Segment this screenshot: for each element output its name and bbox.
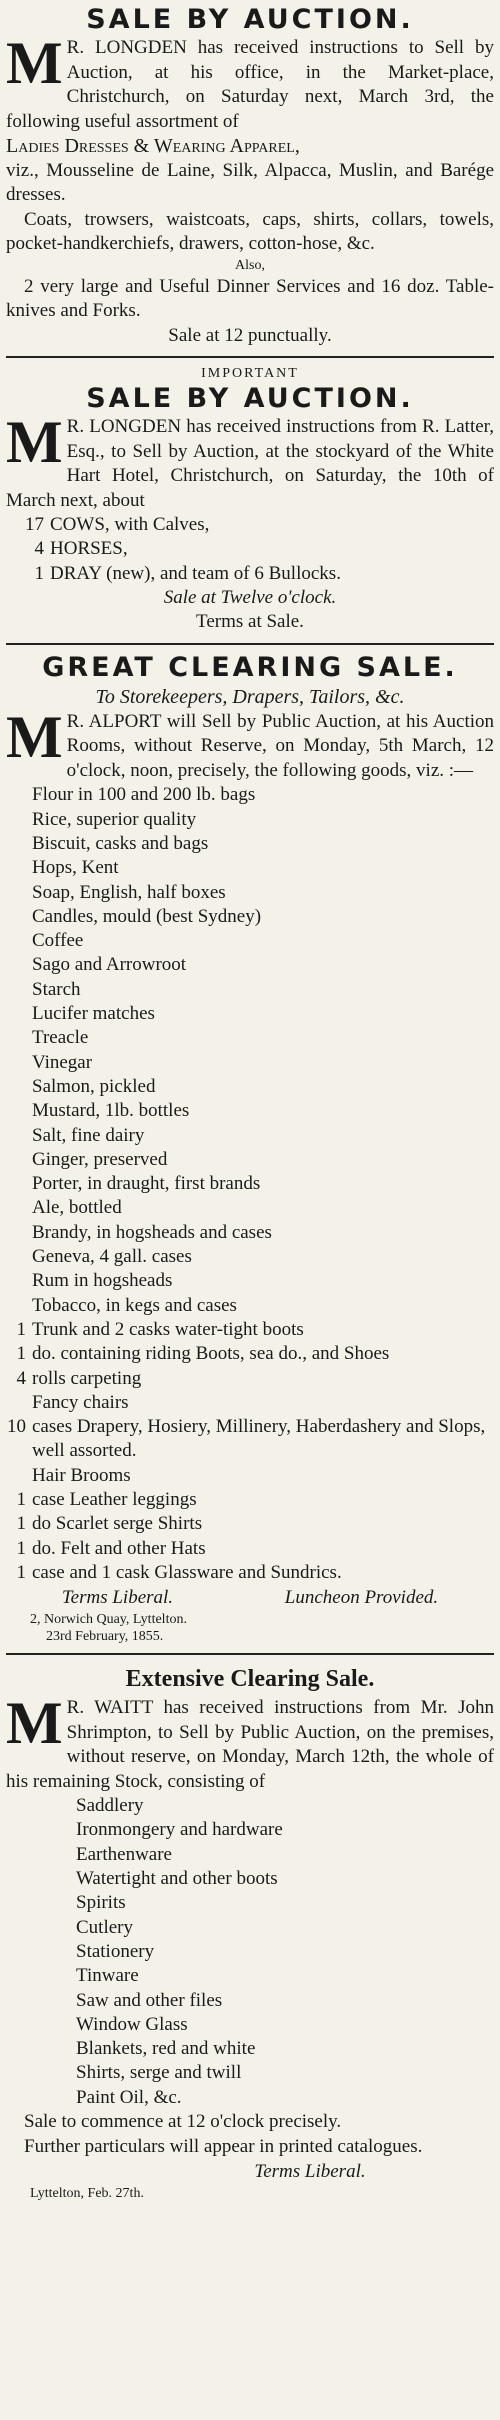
list-item: Flour in 100 and 200 lb. bags	[32, 784, 256, 806]
list-item: Coffee	[32, 930, 84, 952]
item-desc: rolls carpeting	[32, 1367, 142, 1389]
advert-longden-cattle	[6, 361, 494, 641]
list-item	[6, 537, 494, 561]
dinner-text: 2 very large and Useful Dinner Services and 16 doz. Table-knives and Forks.	[6, 275, 494, 321]
stock-list	[6, 1794, 494, 2110]
list-item	[6, 1318, 494, 1342]
list-item	[6, 1415, 494, 1464]
list-item	[6, 513, 494, 537]
list-item: Blankets, red and white	[76, 2038, 256, 2060]
list-item	[6, 1537, 494, 1561]
item-qty: 10	[7, 1416, 26, 1438]
advert-title: SALE BY AUCTION.	[86, 4, 414, 35]
list-item	[6, 1367, 494, 1391]
list-item: Sago and Arrowroot	[32, 954, 187, 976]
list-item	[6, 1561, 494, 1585]
divider	[6, 356, 494, 358]
item-qty: 1	[34, 562, 44, 584]
terms-row	[6, 1585, 494, 1611]
item-desc: case and 1 cask Glassware and Sundrics.	[32, 1561, 342, 1583]
advert-title: Extensive Clearing Sale.	[125, 1666, 375, 1693]
list-item: Rum in hogsheads	[32, 1270, 173, 1292]
item-qty: 1	[16, 1513, 26, 1535]
list-item	[6, 562, 494, 586]
item-qty: 4	[16, 1367, 26, 1389]
list-item: Treacle	[32, 1027, 89, 1049]
list-item: Biscuit, casks and bags	[32, 832, 209, 854]
drop-cap: M	[6, 409, 63, 475]
also-label: Also,	[235, 257, 265, 273]
list-item: Watertight and other boots	[76, 1868, 278, 1890]
list-item: Spirits	[76, 1892, 126, 1914]
list-item: Shirts, serge and twill	[76, 2062, 242, 2084]
item-qty: 1	[16, 1561, 26, 1583]
item-desc: Trunk and 2 casks water-tight boots	[32, 1318, 304, 1340]
item-qty: 1	[16, 1343, 26, 1365]
advert-body: R. WAITT has received instructions from Mr. John Shrimpton, to Sell by Public Auction, on the premises, without reserve, on Monday, March 12th, the whole of his remaining Stock, consisting of	[6, 1697, 494, 1792]
goods-heading: Ladies Dresses & Wearing Apparel,	[6, 135, 300, 157]
list-item: Vinegar	[32, 1051, 93, 1073]
list-item: Stationery	[76, 1940, 155, 1962]
drop-cap: M	[6, 30, 63, 96]
item-qty: 1	[16, 1318, 26, 1340]
terms: Terms Liberal.	[254, 2161, 366, 2183]
list-item: Cutlery	[76, 1916, 133, 1938]
list-item: Ginger, preserved	[32, 1148, 168, 1170]
list-item: Tinware	[76, 1965, 139, 1987]
divider	[6, 1653, 494, 1655]
advert-body: R. ALPORT will Sell by Public Auction, at his Auction Rooms, without Reserve, on Monday, 5th March, 12 o'clock, noon, precisely, the following goods, viz. :—	[66, 710, 494, 781]
terms: Terms Liberal.	[61, 1587, 174, 1609]
advert-subtitle: To Storekeepers, Drapers, Tailors, &c.	[95, 685, 405, 708]
luncheon-note: Luncheon Provided.	[284, 1587, 439, 1609]
item-desc: COWS, with Calves,	[50, 514, 210, 535]
list-item: Saddlery	[76, 1795, 144, 1817]
list-item: Salt, fine dairy	[32, 1124, 145, 1146]
list-item: Brandy, in hogsheads and cases	[32, 1221, 272, 1243]
item-qty: 1	[16, 1489, 26, 1510]
list-item	[6, 1342, 494, 1366]
advert-waitt	[6, 1658, 494, 2208]
goods-text: viz., Mousseline de Laine, Silk, Alpacca, Muslin, and Barége dresses.	[6, 159, 494, 205]
coats-text: Coats, trowsers, waistcoats, caps, shirts, collars, towels, pocket-handkerchiefs, drawers, cotton-hose, &c.	[6, 208, 494, 254]
list-item: Lucifer matches	[32, 1003, 155, 1025]
item-desc: do Scarlet serge Shirts	[32, 1513, 203, 1535]
list-item: Tobacco, in kegs and cases	[32, 1294, 237, 1316]
list-item: Starch	[32, 978, 81, 1000]
advert-alport	[6, 648, 494, 1651]
advert-body: R. LONGDEN has received instructions to Sell by Auction, at his office, in the Market-place, Christchurch, on Saturday next, March 3rd, the following useful assortment of	[6, 37, 494, 132]
list-item: Paint Oil, &c.	[76, 2086, 182, 2108]
item-desc: do. Felt and other Hats	[32, 1537, 206, 1559]
list-item: Soap, English, half boxes	[32, 881, 226, 903]
advert-body: R. LONGDEN has received instructions from R. Latter, Esq., to Sell by Auction, at the stockyard of the White Hart Hotel, Christchurch, on Saturday, the 10th of March next, about	[6, 416, 494, 511]
list-item: Ironmongery and hardware	[76, 1819, 283, 1841]
item-desc: do. containing riding Boots, sea do., and Shoes	[32, 1343, 390, 1365]
list-item: Window Glass	[76, 2013, 188, 2035]
item-desc: HORSES,	[50, 538, 128, 560]
livestock-list	[6, 513, 494, 586]
item-desc: case Leather leggings	[32, 1489, 197, 1510]
advert-title: GREAT CLEARING SALE.	[42, 651, 458, 683]
sale-time: Sale at 12 punctually.	[168, 324, 332, 346]
list-item: Hair Brooms	[32, 1464, 131, 1486]
list-item: Ale, bottled	[32, 1197, 122, 1219]
list-item: Rice, superior quality	[32, 808, 197, 830]
list-item	[6, 1512, 494, 1536]
date: Lyttelton, Feb. 27th.	[30, 2186, 144, 2202]
sale-time: Sale at Twelve o'clock.	[163, 586, 337, 608]
list-item: Saw and other files	[76, 1989, 223, 2011]
list-item: Fancy chairs	[32, 1391, 129, 1413]
item-qty: 17	[25, 514, 44, 535]
list-item: Hops, Kent	[32, 857, 119, 879]
list-item: Candles, mould (best Sydney)	[32, 905, 262, 927]
drop-cap: M	[6, 703, 63, 770]
item-qty: 4	[34, 538, 44, 560]
commence-text: Sale to commence at 12 o'clock precisely.	[24, 2111, 342, 2133]
list-item	[6, 1488, 494, 1512]
divider	[6, 643, 494, 645]
particulars-text: Further particulars will appear in printed catalogues.	[24, 2135, 423, 2157]
list-item: Salmon, pickled	[32, 1075, 156, 1097]
item-qty: 1	[16, 1537, 26, 1559]
advert-title: SALE BY AUCTION.	[86, 383, 414, 414]
list-item: Porter, in draught, first brands	[32, 1173, 261, 1195]
list-item: Mustard, 1lb. bottles	[32, 1100, 190, 1122]
drop-cap: M	[6, 1690, 63, 1757]
item-desc: DRAY (new), and team of 6 Bullocks.	[50, 562, 341, 584]
date: 23rd February, 1855.	[46, 1629, 164, 1645]
address: 2, Norwich Quay, Lyttelton.	[30, 1612, 187, 1628]
goods-list	[6, 783, 494, 1585]
list-item: Geneva, 4 gall. cases	[32, 1246, 192, 1268]
list-item: Earthenware	[76, 1843, 172, 1865]
advert-longden-apparel	[6, 0, 494, 354]
item-desc: cases Drapery, Hosiery, Millinery, Haberdashery and Slops, well assorted.	[32, 1416, 486, 1462]
advert-kicker: IMPORTANT	[201, 366, 299, 381]
terms: Terms at Sale.	[196, 611, 304, 633]
